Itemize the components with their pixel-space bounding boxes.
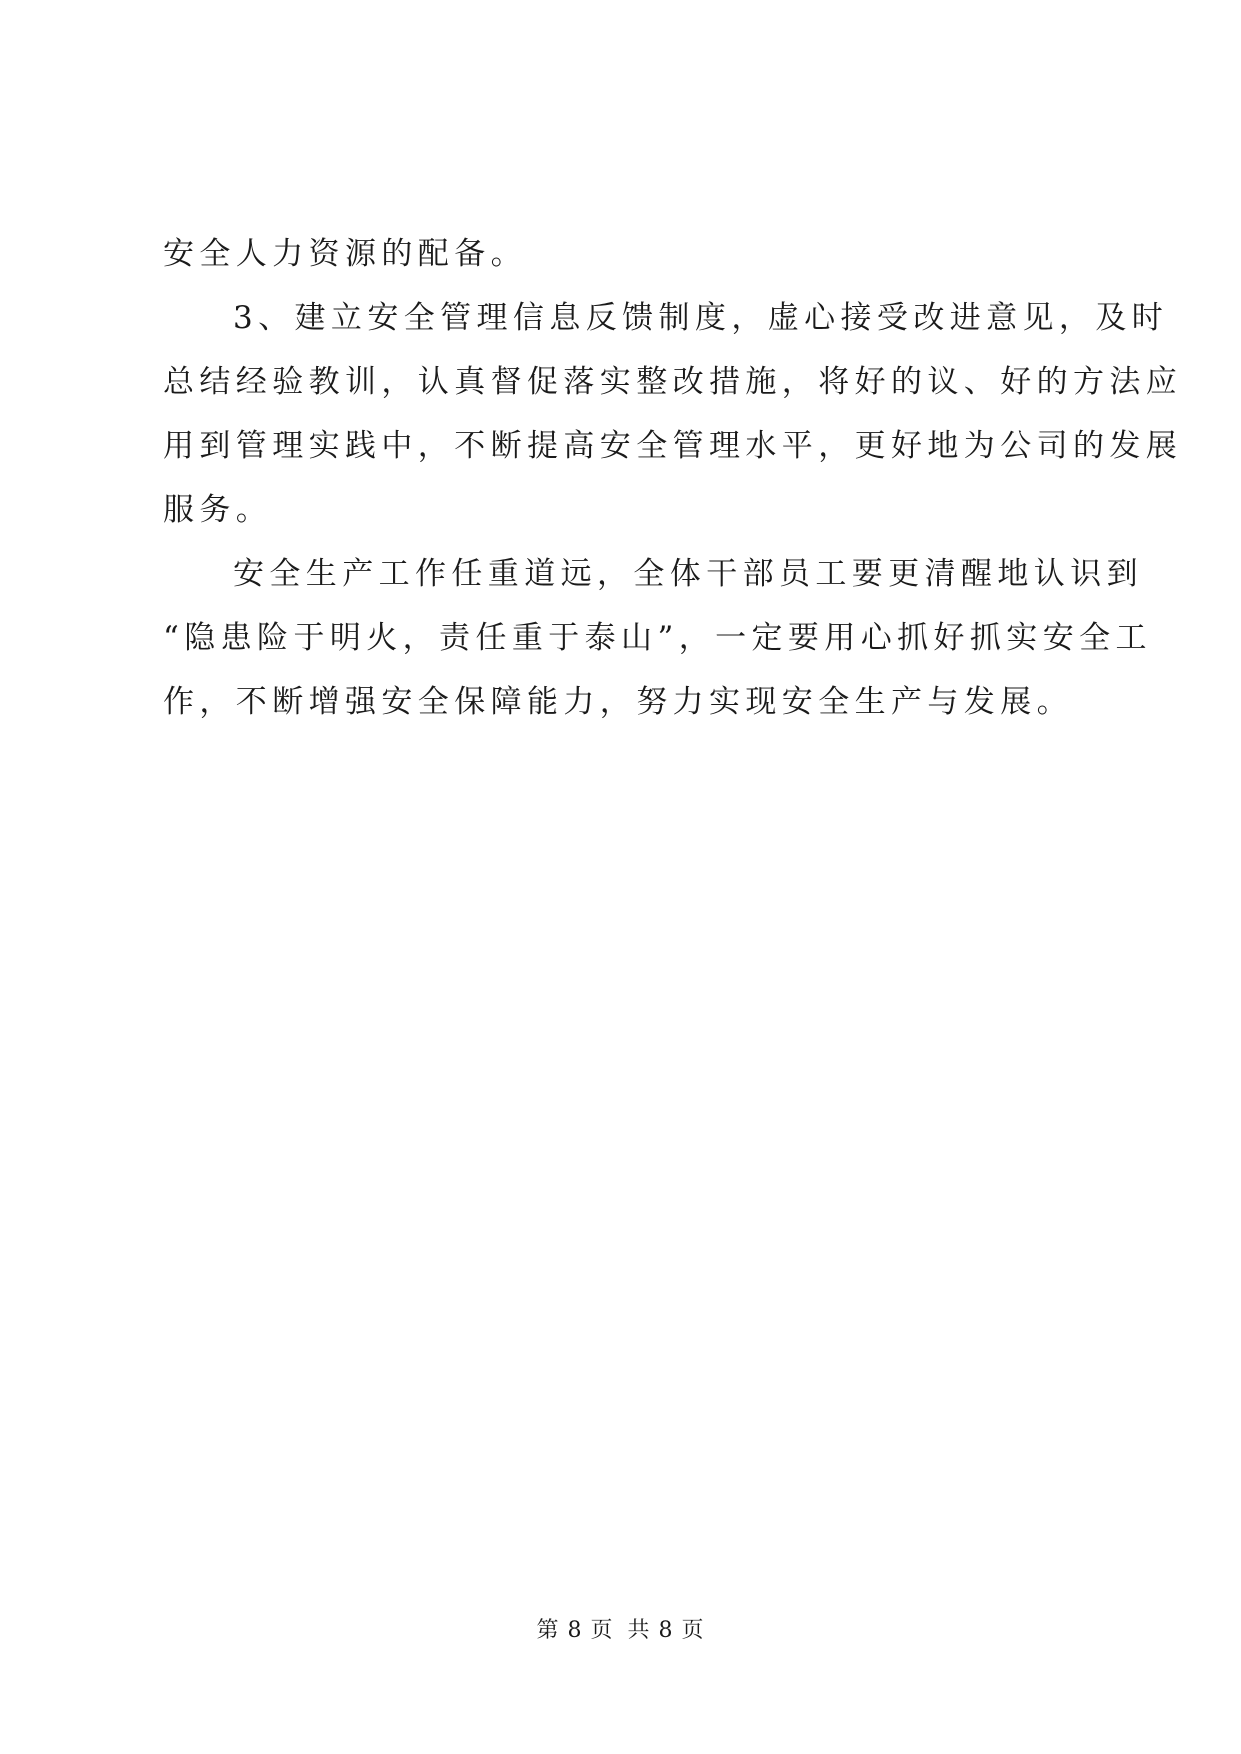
- paragraph-2-line-3: 用到管理实践中，不断提高安全管理水平，更好地为公司的发展: [163, 428, 1183, 464]
- paragraph-3-line-1: 安全生产工作任重道远，全体干部员工要更清醒地认识到: [233, 556, 1143, 592]
- paragraph-3-line-3: 作，不断增强安全保障能力，努力实现安全生产与发展。: [163, 684, 1073, 720]
- document-body: [163, 222, 1183, 734]
- paragraph-2-line-2: 总结经验教训，认真督促落实整改措施，将好的议、好的方法应: [163, 364, 1183, 400]
- paragraph-2-line-1: 3、建立安全管理信息反馈制度，虚心接受改进意见，及时: [233, 300, 1169, 336]
- page-number: 第 8 页: [536, 1618, 614, 1643]
- page-total: 共 8 页: [627, 1618, 705, 1643]
- paragraph-3-line-2: “隐患险于明火，责任重于泰山”，一定要用心抓好抓实安全工: [163, 620, 1152, 656]
- page-footer: [0, 1613, 1241, 1644]
- paragraph-1-line-1: 安全人力资源的配备。: [163, 236, 527, 272]
- paragraph-2-line-4: 服务。: [163, 492, 273, 528]
